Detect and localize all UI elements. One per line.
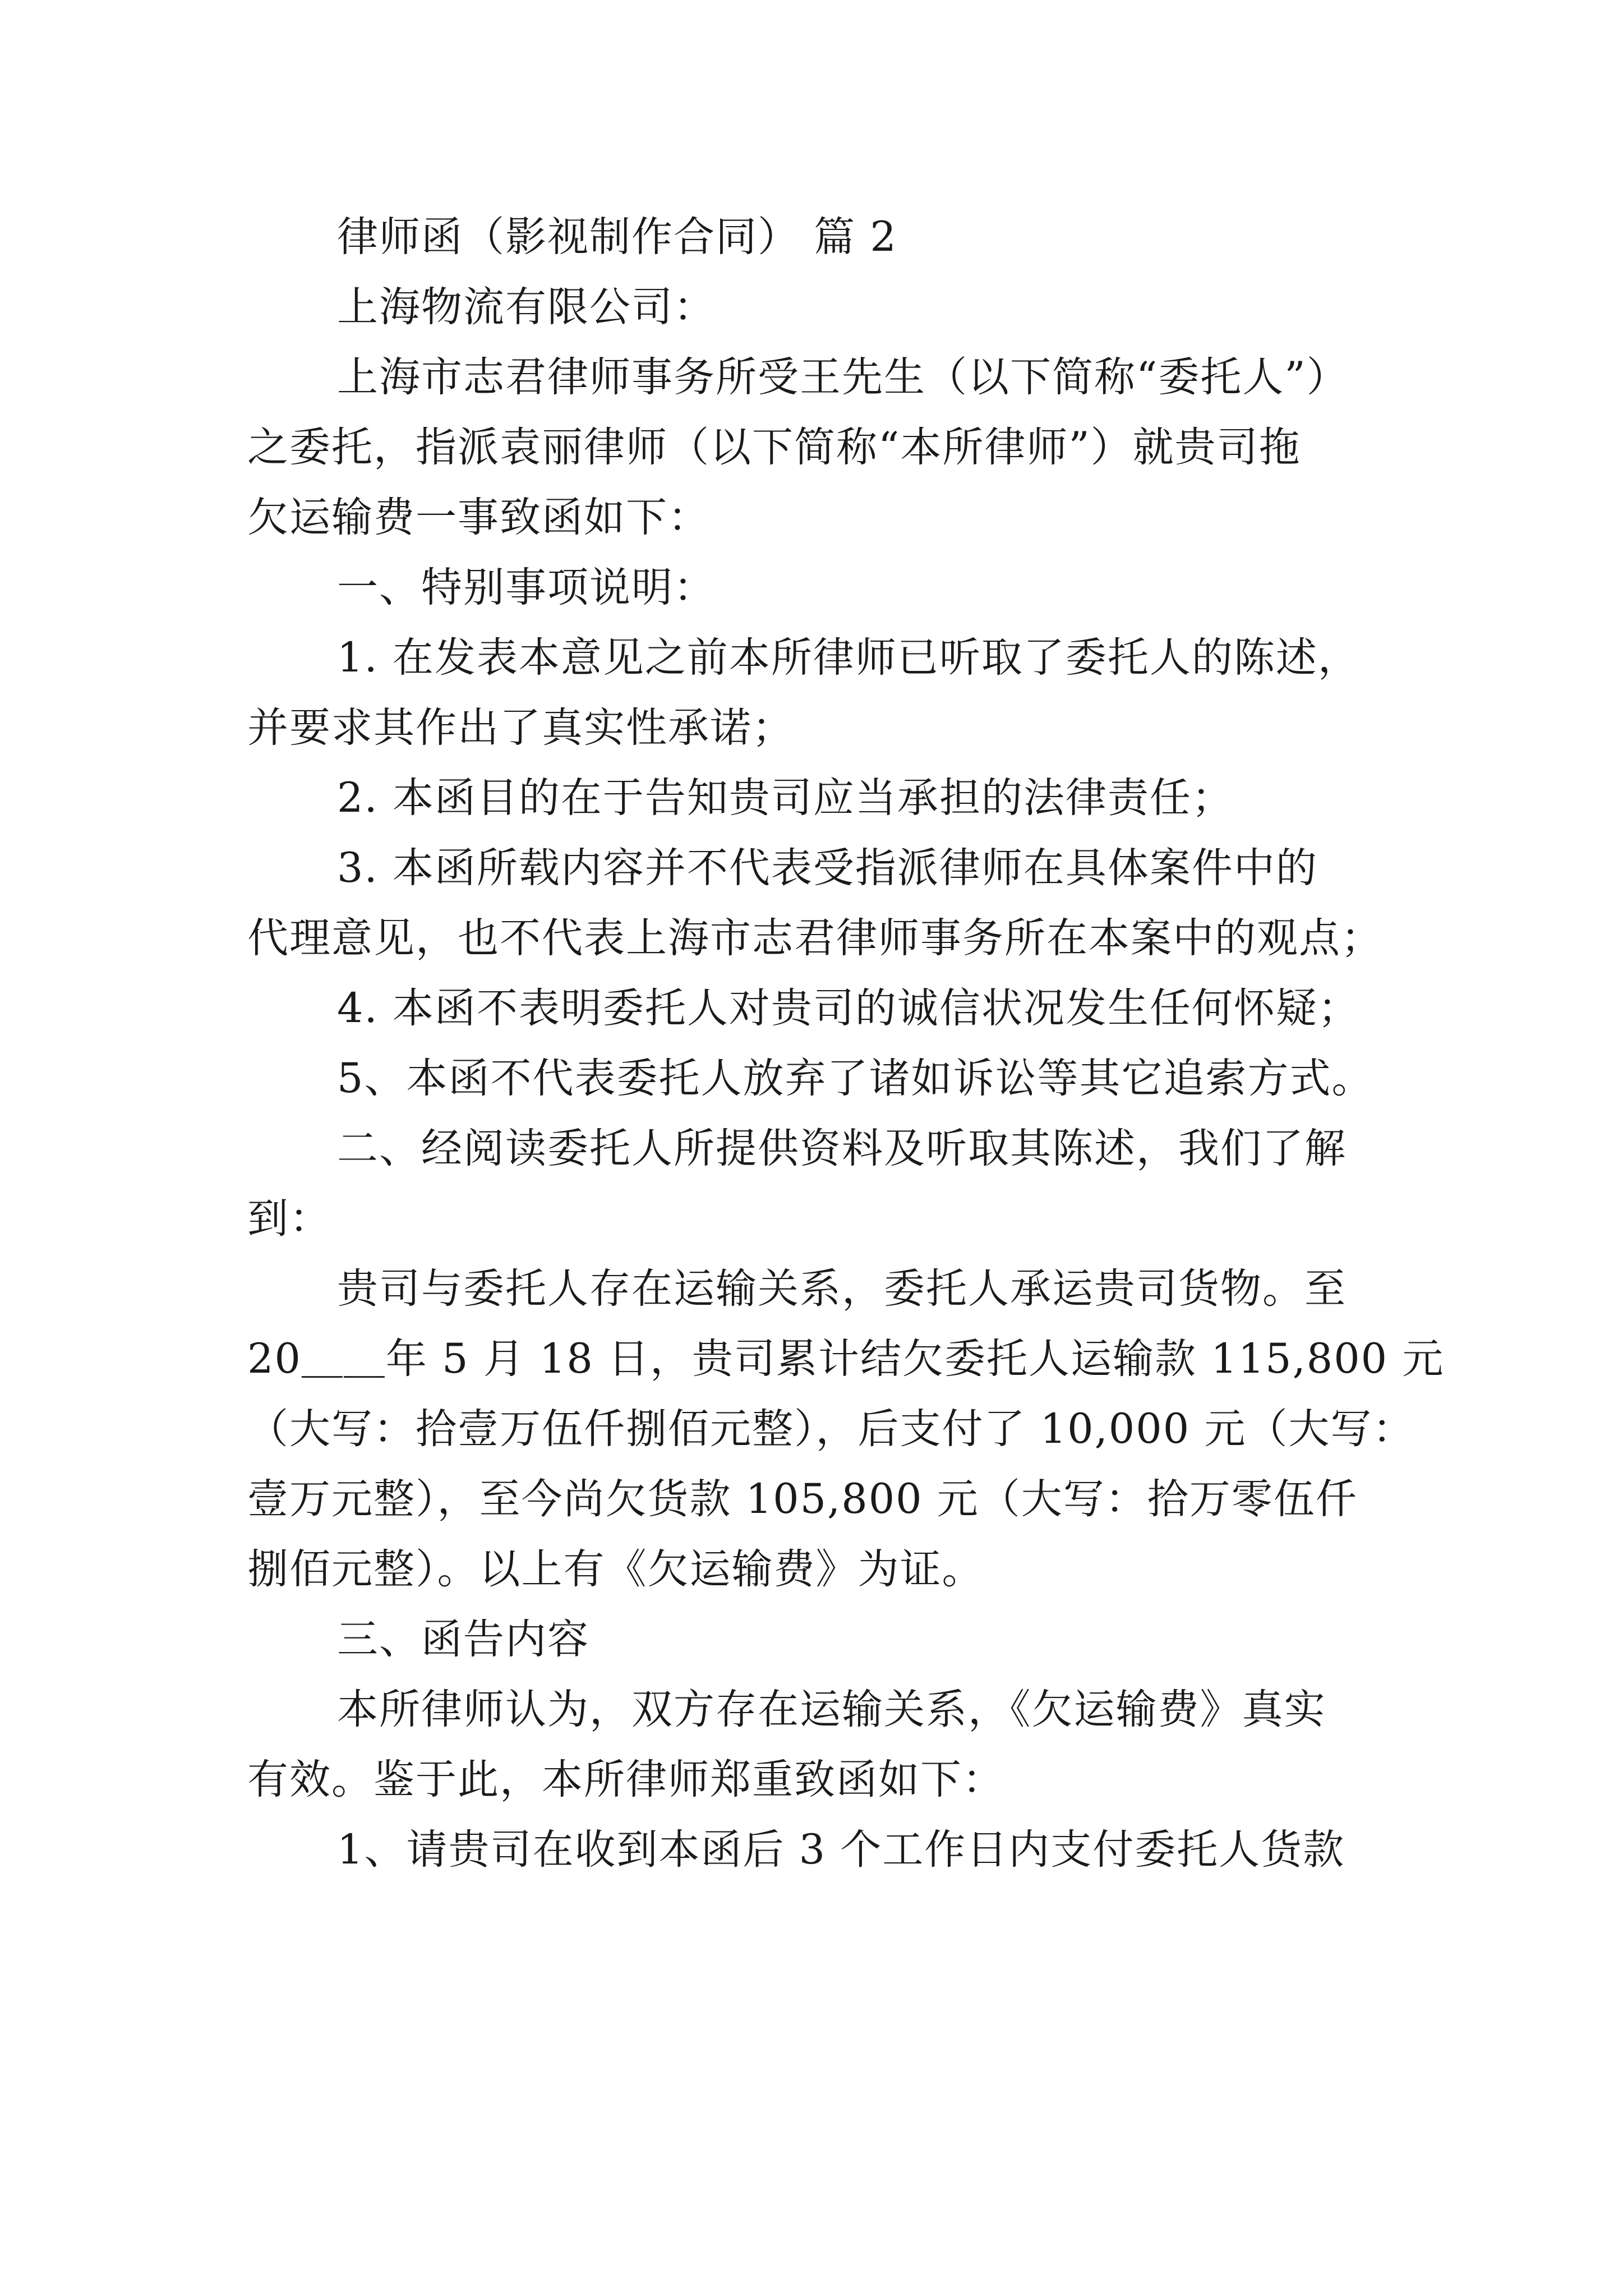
paragraph-line: 有效。鉴于此，本所律师郑重致函如下： (247, 1756, 1004, 1803)
paragraph-line: 之委托，指派袁丽律师（以下简称“本所律师”）就贵司拖 (247, 424, 1301, 471)
paragraph-line: 1、请贵司在收到本函后 3 个工作日内支付委托人货款 (337, 1826, 1345, 1874)
paragraph-line: 并要求其作出了真实性承诺； (247, 704, 794, 752)
letter-title: 律师函（影视制作合同） 篇 2 (337, 213, 897, 261)
paragraph-line: 到： (247, 1195, 331, 1243)
paragraph-line: 壹万元整），至今尚欠货款 105,800 元（大写：拾万零伍仟 (247, 1475, 1358, 1523)
letter-body (247, 202, 1445, 1885)
paragraph-line: 本所律师认为，双方存在运输关系，《欠运输费》真实 (337, 1686, 1326, 1733)
paragraph-line: 上海市志君律师事务所受王先生（以下简称“委托人”） (337, 353, 1349, 401)
paragraph-line: 3. 本函所载内容并不代表受指派律师在具体案件中的 (337, 844, 1318, 892)
paragraph-line: 捌佰元整）。以上有《欠运输费》为证。 (247, 1545, 984, 1593)
paragraph-line: （大写：拾壹万伍仟捌佰元整），后支付了 10,000 元（大写： (247, 1405, 1415, 1453)
paragraph-line: 欠运输费一事致函如下： (247, 494, 710, 541)
paragraph-line: 1. 在发表本意见之前本所律师已听取了委托人的陈述， (337, 634, 1360, 682)
paragraph-line: 代理意见，也不代表上海市志君律师事务所在本案中的观点； (247, 914, 1383, 962)
paragraph-line: 贵司与委托人存在运输关系，委托人承运贵司货物。至 (337, 1265, 1347, 1313)
paragraph-line: 2. 本函目的在于告知贵司应当承担的法律责任； (337, 774, 1234, 822)
paragraph-line: 20＿＿年 5 月 18 日，贵司累计结欠委托人运输款 115,800 元 (247, 1335, 1445, 1383)
section-heading: 一、特别事项说明： (337, 564, 716, 611)
paragraph-line: 4. 本函不表明委托人对贵司的诚信状况发生任何怀疑； (337, 984, 1360, 1032)
paragraph-line: 5、本函不代表委托人放弃了诸如诉讼等其它追索方式。 (337, 1055, 1374, 1102)
recipient-line: 上海物流有限公司： (337, 283, 716, 331)
section-heading: 三、函告内容 (337, 1616, 589, 1663)
section-heading: 二、经阅读委托人所提供资料及听取其陈述，我们了解 (337, 1125, 1347, 1172)
